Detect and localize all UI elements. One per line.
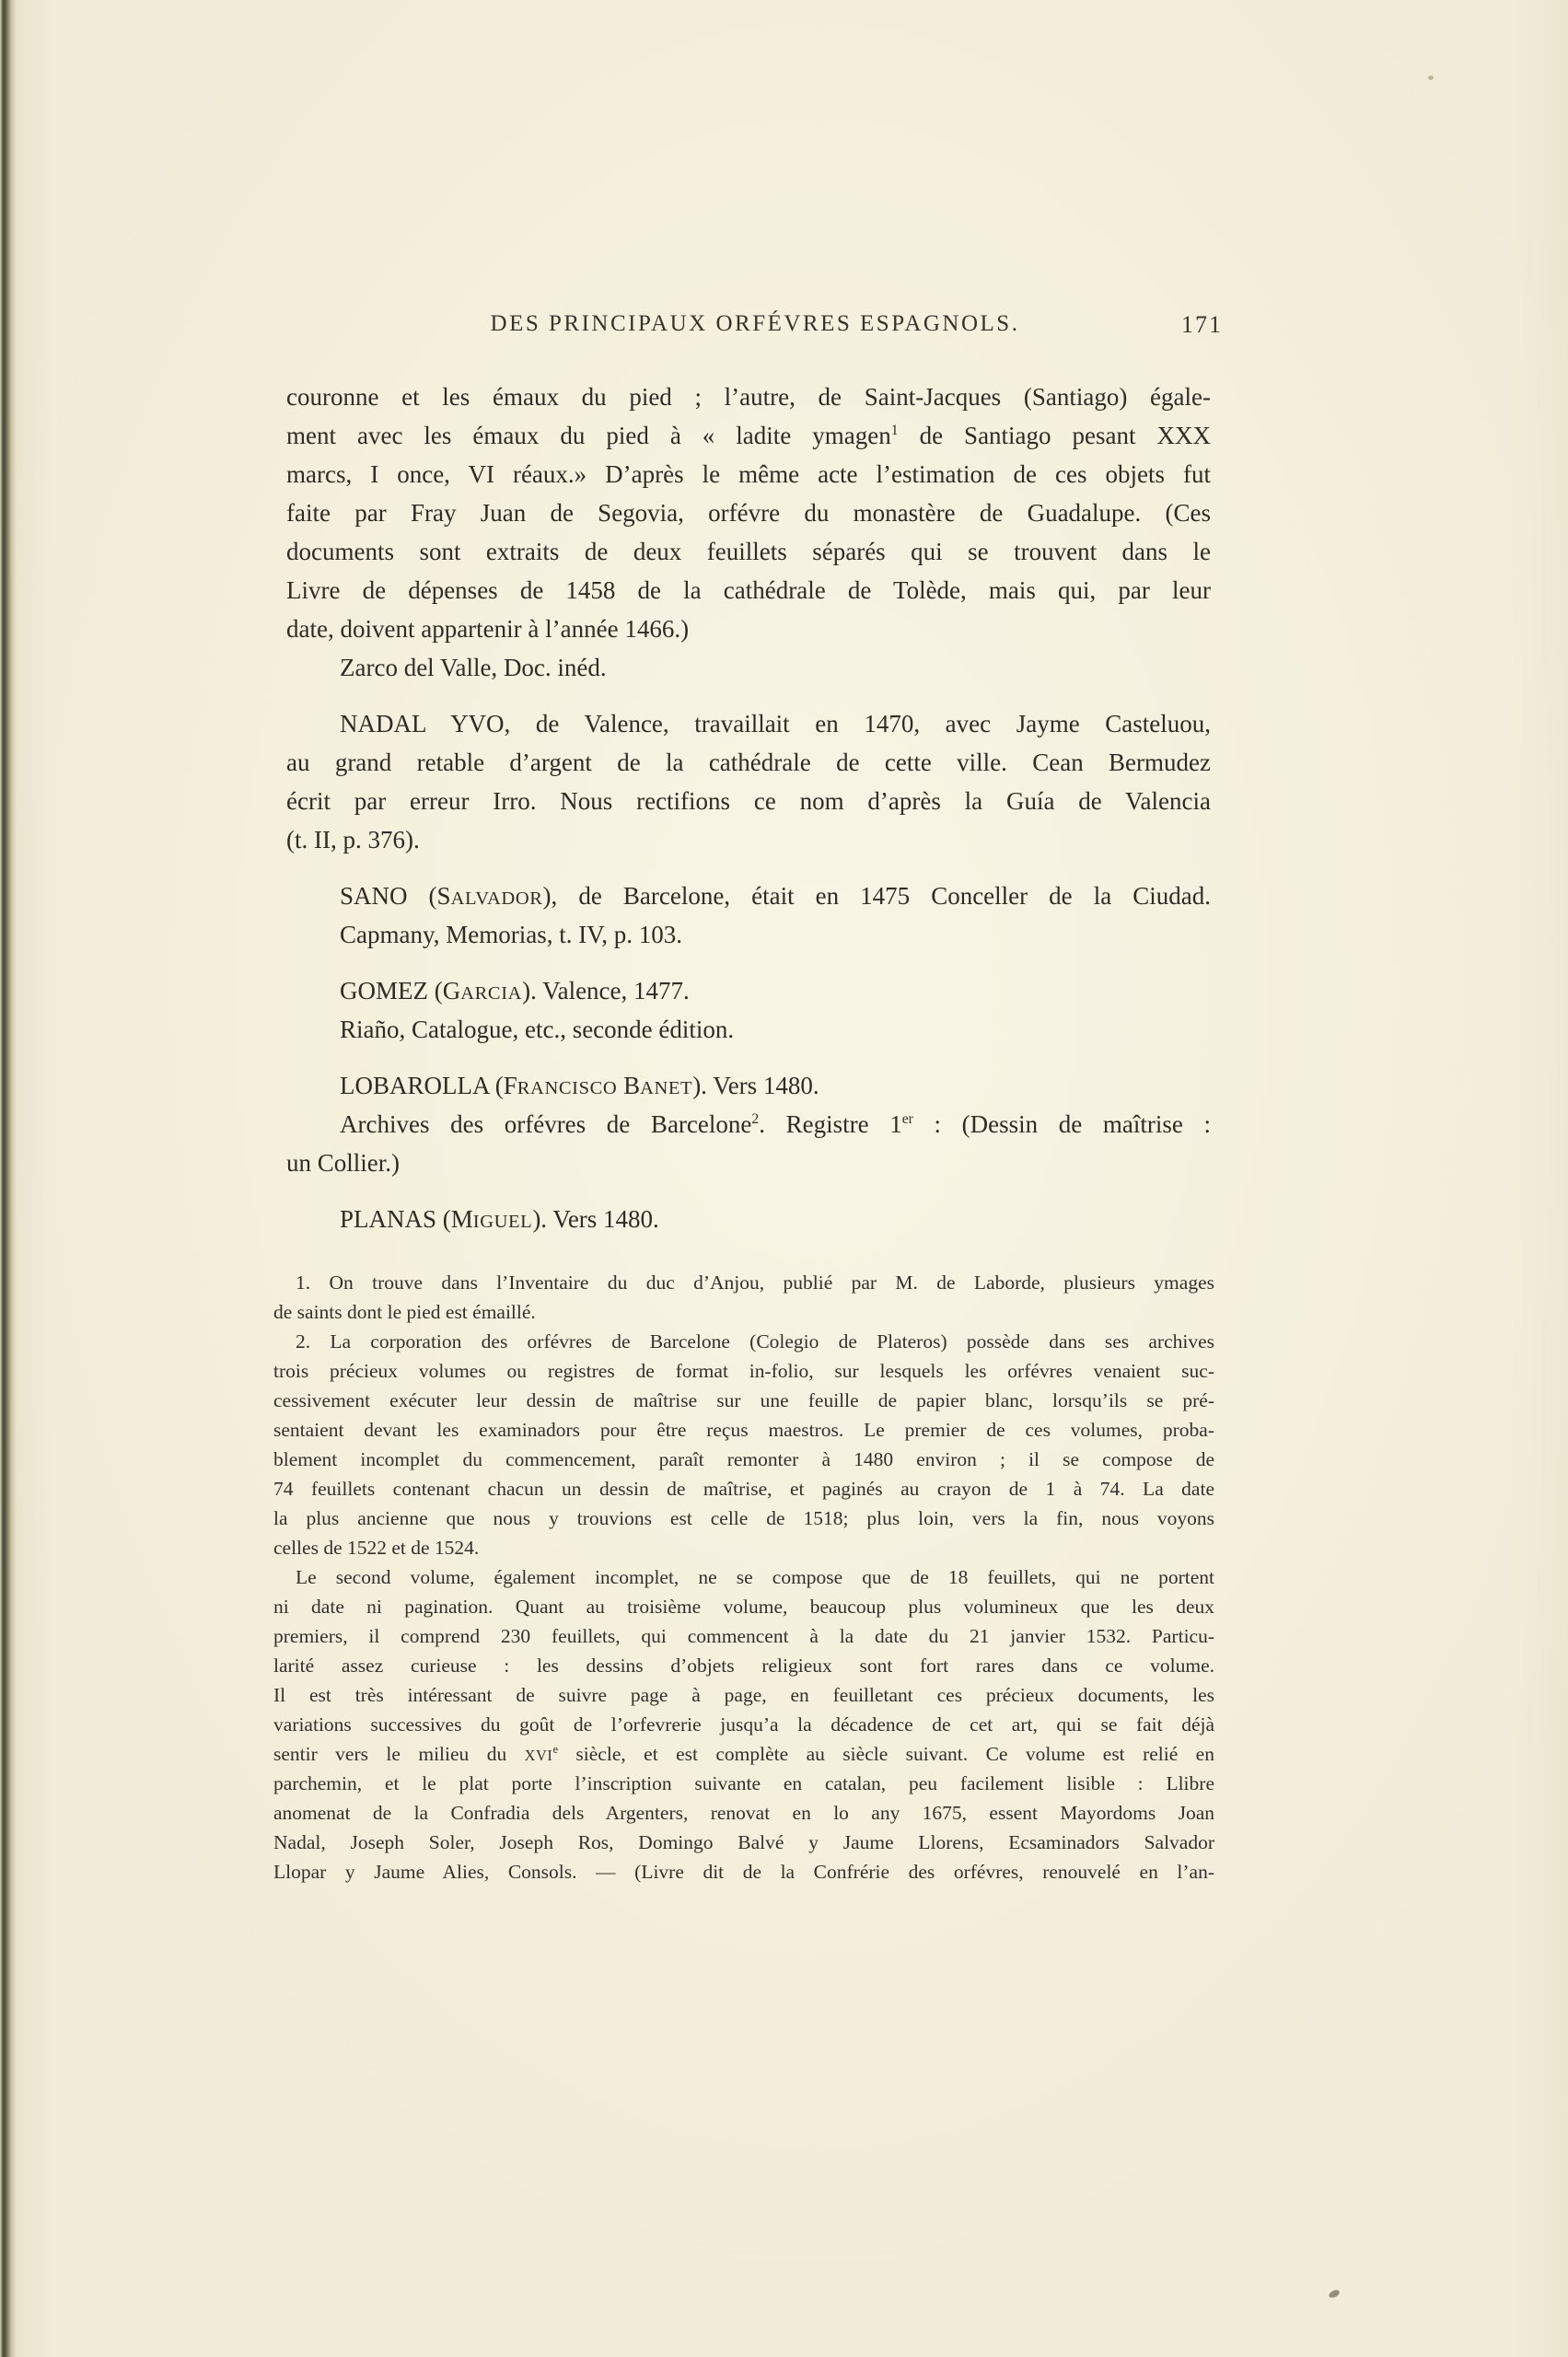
paper-speck	[1328, 2289, 1341, 2299]
text-line	[286, 1066, 1211, 1105]
text-line	[273, 1828, 1214, 1857]
text-segment: 1. On trouve dans l’	[296, 1271, 509, 1294]
text-segment: etc., seconde édition.	[518, 1016, 735, 1043]
text-segment: date, doivent appartenir à l’année 1466.)	[286, 615, 690, 643]
text-line	[286, 1010, 1211, 1049]
text-segment: PLANAS (M	[340, 1205, 473, 1233]
text-line	[273, 1621, 1214, 1651]
text-line	[286, 571, 1211, 610]
text-segment: la plus ancienne que nous y trouvions est celle de 1518; plus loin, vers la fin, nous voyons	[273, 1507, 1214, 1529]
text-segment: — (Livre dit de la Confrérie des orfévres, renouvelé en l’an-	[576, 1861, 1214, 1883]
text-segment: Llibre	[1166, 1772, 1214, 1794]
text-segment: pesant XXX	[1051, 422, 1211, 449]
text-segment: Le second volume, également incomplet, ne se compose que de 18 feuillets, qui ne portent	[296, 1566, 1214, 1588]
text-segment: écrit par erreur	[286, 787, 494, 815]
paragraph	[286, 704, 1211, 859]
text-segment: ), de Barcelone, était en 1475	[542, 882, 932, 910]
text-line	[286, 1105, 1211, 1144]
page-header	[287, 311, 1223, 343]
text-segment: RANCISCO	[517, 1078, 618, 1098]
superscript-marker: er	[901, 1111, 913, 1127]
text-segment: NADAL YVO, de Valence, travaillait en 1470, avec	[340, 710, 1016, 737]
text-line	[286, 648, 1211, 687]
text-segment: premiers, il comprend 230 feuillets, qui commencent à la date du 21 janvier 1532. Particu-	[273, 1625, 1214, 1647]
text-segment: ARCIA	[460, 983, 523, 1004]
text-line	[286, 493, 1211, 532]
superscript-marker: 2	[751, 1111, 760, 1127]
text-line	[273, 1356, 1214, 1386]
page-number: 171	[1181, 311, 1223, 338]
text-segment: ymagen	[812, 422, 891, 449]
superscript-marker: e	[552, 1742, 558, 1756]
text-segment: Santiago	[1031, 383, 1120, 411]
text-segment: ANET	[640, 1078, 693, 1098]
paragraph	[286, 1200, 1211, 1238]
text-segment: au grand retable d’argent de la cathédrale de cette ville. Cean Bermudez	[286, 749, 1211, 776]
paragraph	[286, 971, 1211, 1049]
text-line	[273, 1798, 1214, 1828]
text-segment: , publié par M. de Laborde, plusieurs	[759, 1271, 1155, 1294]
book-gutter-edge	[0, 0, 17, 2357]
text-segment: faite par	[286, 499, 411, 527]
text-line	[286, 820, 1211, 859]
text-line	[286, 877, 1211, 915]
superscript-marker: 1	[890, 423, 899, 438]
text-segment: . Registre 1	[759, 1110, 902, 1138]
text-segment: variations successives du goût de l’orfevrerie jusqu’a la décadence de cet art, qui se fait déjà	[273, 1713, 1214, 1736]
text-segment: cessivement exécuter leur dessin de maîtrise sur une feuille de papier blanc, lorsqu’ils se pré-	[273, 1389, 1214, 1411]
text-segment: GOMEZ (G	[340, 977, 461, 1004]
text-segment	[899, 422, 920, 449]
text-line	[286, 1200, 1211, 1238]
text-segment: XVI	[524, 1747, 553, 1764]
text-segment: couronne et les émaux du pied ; l’autre, de Saint-Jacques (	[286, 383, 1032, 411]
paragraph	[273, 1327, 1214, 1562]
text-line	[273, 1474, 1214, 1504]
text-segment: Colegio de Plateros	[756, 1330, 941, 1353]
text-segment: siècle, et est complète au siècle suivant. Ce volume est relié en	[558, 1743, 1214, 1765]
paragraph	[286, 377, 1211, 648]
paragraph	[286, 1066, 1211, 1182]
text-segment: . Le premier de ces volumes, proba-	[838, 1419, 1214, 1441]
text-segment: SANO (S	[340, 882, 451, 910]
text-line	[286, 377, 1211, 416]
text-segment: anomenat de la Confradia dels Argenters, renovat en lo any 1675, essent Mayordoms Joan	[273, 1802, 1214, 1824]
text-segment: Archives des orfévres de Barcelone	[340, 1110, 752, 1138]
text-segment: marcs, I once, VI réaux.» D’après le même acte l’estimation de ces objets fut	[286, 460, 1211, 488]
text-segment: Fray Juan de Segovia,	[410, 499, 684, 527]
text-line	[286, 1144, 1211, 1182]
text-line	[273, 1651, 1214, 1680]
text-segment: de Santiago	[919, 422, 1051, 449]
text-segment: sentir vers le milieu du	[273, 1743, 525, 1765]
text-line	[273, 1739, 1214, 1769]
text-line	[286, 455, 1211, 493]
text-segment: pour être reçus	[580, 1419, 769, 1441]
text-segment: Irro.	[493, 787, 537, 815]
text-segment: B	[617, 1072, 641, 1099]
footnotes	[273, 1268, 1214, 1887]
text-segment: celles de 1522 et de 1524.	[273, 1537, 480, 1559]
text-segment: ni date ni pagination. Quant au troisième volume, beaucoup plus volumineux que les deux	[273, 1596, 1214, 1618]
text-segment: de 1458 de la cathédrale de Tolède, mais qui, par leur	[497, 576, 1211, 604]
text-segment: Memorias,	[446, 921, 553, 948]
text-segment: ment avec les émaux du pied à « ladite	[286, 422, 813, 449]
text-line	[273, 1445, 1214, 1474]
text-segment: sentaient devant les	[273, 1419, 480, 1441]
text-line	[273, 1297, 1214, 1327]
text-line	[273, 1710, 1214, 1739]
text-segment: Inventaire du duc d’Anjou	[508, 1271, 760, 1294]
text-segment: Doc. inéd.	[503, 654, 607, 681]
text-segment: examinadors	[479, 1419, 581, 1441]
text-line	[286, 971, 1211, 1010]
text-line	[273, 1592, 1214, 1621]
text-line	[286, 743, 1211, 782]
text-segment: 74 feuillets contenant chacun un dessin de maîtrise, et paginés au crayon de 1 à 74. La date	[273, 1478, 1214, 1500]
text-line	[273, 1327, 1214, 1356]
text-line	[286, 704, 1211, 743]
text-segment: blement incomplet du commencement, paraît remonter à 1480 environ ; il se compose de	[273, 1448, 1214, 1470]
text-line	[273, 1415, 1214, 1445]
text-segment: ). Vers 1480.	[532, 1205, 659, 1233]
text-line	[286, 532, 1211, 571]
text-segment: Jayme Casteluou,	[1016, 710, 1211, 737]
text-segment: Riaño,	[340, 1016, 412, 1043]
text-segment: ). Vers 1480.	[692, 1072, 819, 1099]
text-segment: Nadal, Joseph Soler, Joseph Ros, Domingo Balvé y Jaume Llorens, Ecsaminadors Salvador	[273, 1831, 1214, 1853]
text-segment: larité assez curieuse : les dessins d’objets religieux sont fort rares dans ce volume.	[273, 1655, 1214, 1677]
text-segment: 2. La corporation des orfévres de Barcelone (	[296, 1330, 757, 1353]
text-segment: de saints dont le pied est émaillé.	[273, 1301, 536, 1323]
text-line	[273, 1562, 1214, 1592]
text-segment: : (Dessin de maîtrise :	[912, 1110, 1211, 1138]
text-segment: IGUEL	[472, 1212, 533, 1232]
text-segment: LOBAROLLA (F	[340, 1072, 517, 1099]
text-line	[286, 782, 1211, 820]
running-title: DES PRINCIPAUX ORFÉVRES ESPAGNOLS.	[490, 311, 1020, 336]
text-line	[286, 416, 1211, 455]
text-segment: trois précieux volumes ou registres de format in-folio, sur lesquels les orfévres venaient suc-	[273, 1360, 1214, 1382]
text-segment: (t. II, p. 376).	[286, 826, 420, 853]
text-line	[273, 1533, 1214, 1562]
text-line	[273, 1386, 1214, 1415]
text-segment: Catalogue,	[412, 1016, 519, 1043]
text-segment: Zarco del Valle,	[340, 654, 504, 681]
text-line	[273, 1680, 1214, 1710]
text-segment: Guía de Valencia	[1005, 787, 1211, 815]
paragraph	[273, 1268, 1214, 1327]
text-segment: ) possède dans ses archives	[940, 1330, 1214, 1353]
text-line	[273, 1504, 1214, 1533]
paragraph	[286, 877, 1211, 954]
text-segment: ALVADOR	[450, 888, 543, 909]
text-segment: un Collier.)	[286, 1149, 400, 1177]
text-line	[286, 610, 1211, 648]
paragraph	[286, 648, 1211, 687]
text-segment: Llopar y Jaume Alies, Consols.	[273, 1861, 577, 1883]
text-segment: t. IV, p. 103.	[552, 921, 682, 948]
text-segment: orfévre du monastère de Guadalupe. (Ces	[683, 499, 1211, 527]
body-text	[286, 377, 1211, 1238]
text-segment: ) égale-	[1119, 383, 1211, 411]
text-segment: Livre de dépenses	[286, 576, 498, 604]
text-segment: ). Valence, 1477.	[522, 977, 690, 1004]
text-segment: Conceller de la Ciudad.	[931, 882, 1211, 910]
text-segment: Nous rectifions ce nom d’après la	[536, 787, 1006, 815]
text-line	[273, 1857, 1214, 1887]
text-line	[273, 1268, 1214, 1297]
paragraph	[273, 1562, 1214, 1887]
text-segment: ymages	[1154, 1271, 1214, 1294]
paper-speck	[1428, 75, 1434, 80]
text-segment: maestros	[768, 1419, 839, 1441]
text-segment: parchemin, et le plat porte l’inscription suivante en catalan, peu facilement lisible :	[273, 1772, 1167, 1794]
text-segment: documents sont extraits de deux feuillets séparés qui se trouvent dans le	[286, 538, 1211, 565]
text-segment: Capmany,	[340, 921, 447, 948]
text-segment: Il est très intéressant de suivre page à page, en feuilletant ces précieux documents, les	[273, 1684, 1214, 1706]
text-line	[286, 915, 1211, 954]
text-line	[273, 1769, 1214, 1798]
